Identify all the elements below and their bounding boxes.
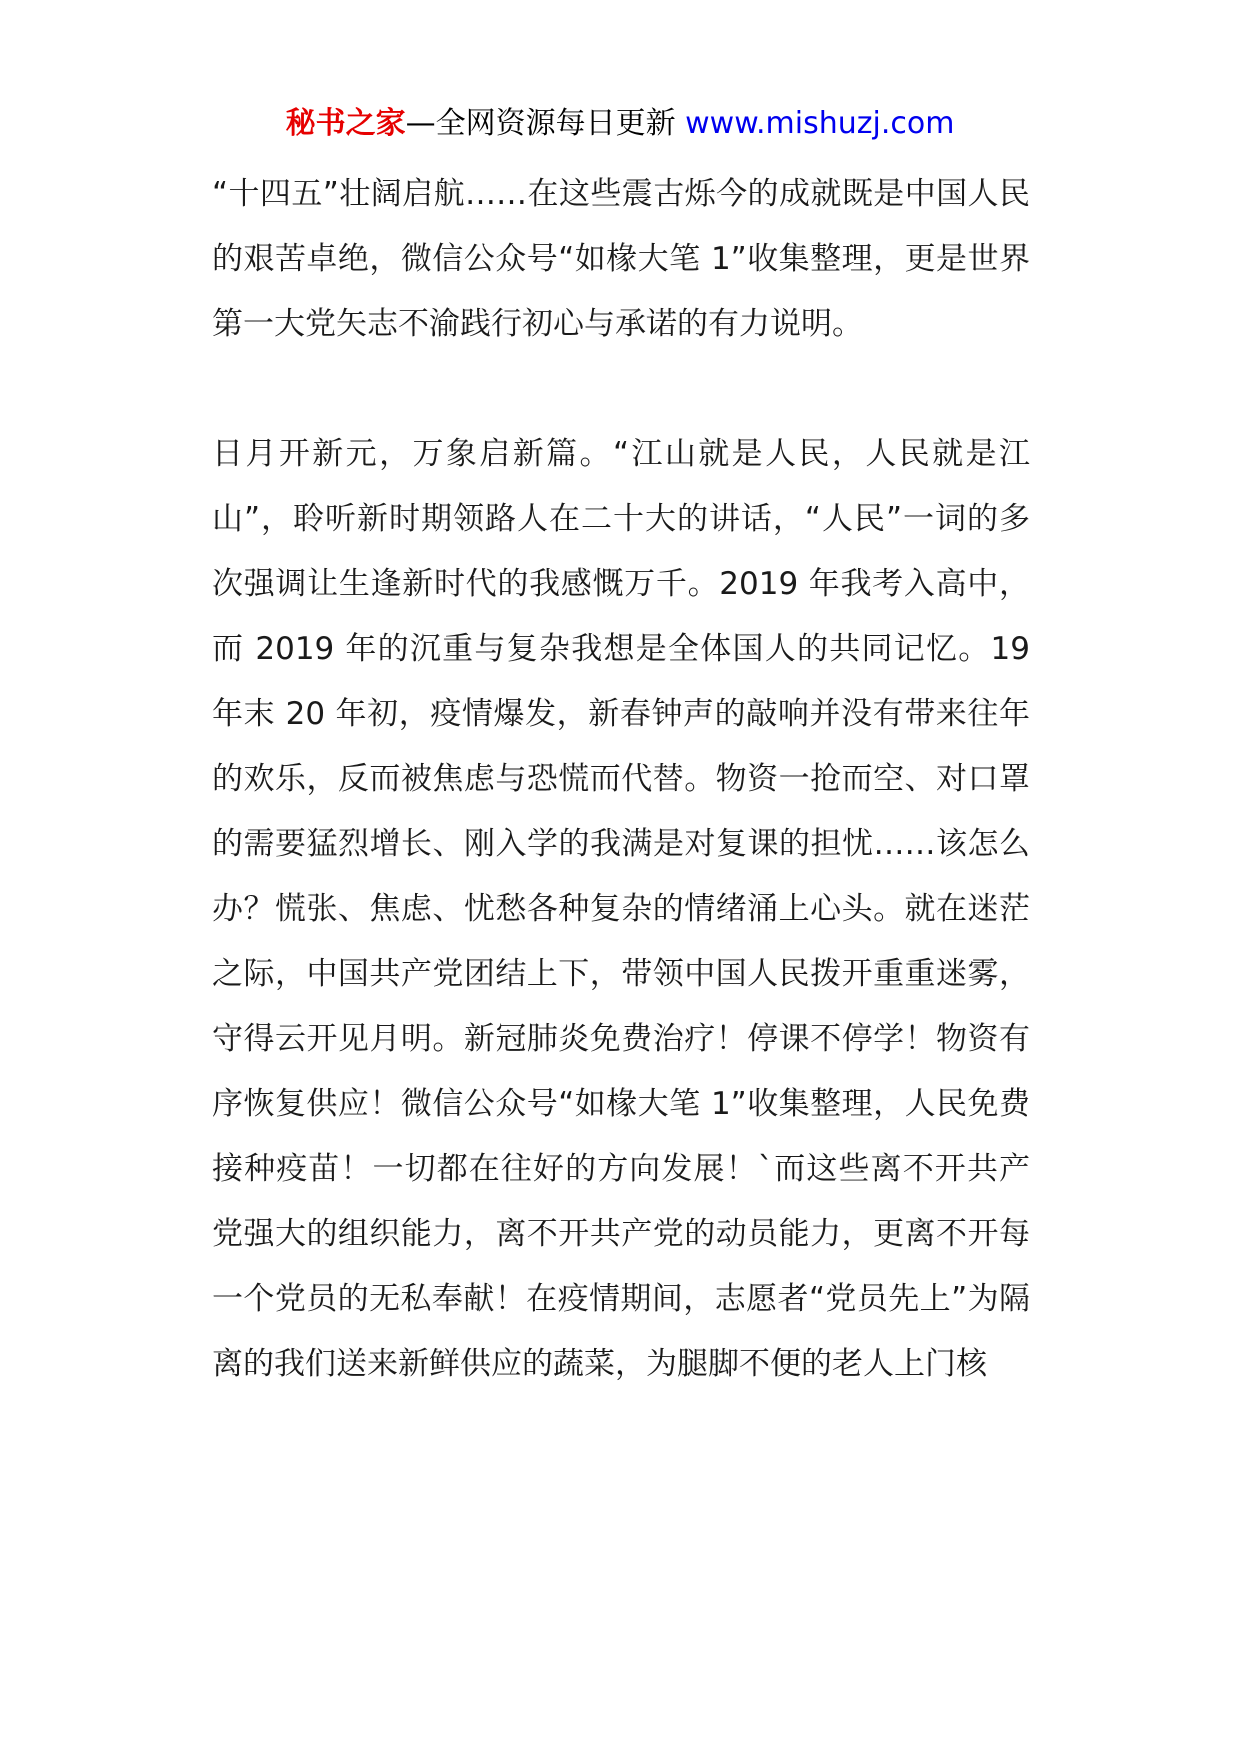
site-tagline: —全网资源每日更新 (405, 106, 686, 141)
document-body (212, 162, 1030, 1397)
paragraph-2: 日月开新元，万象启新篇。“江山就是人民，人民就是江山”，聆听新时期领路人在二十大的讲话，“人民”一词的多次强调让生逢新时代的我感慨万千。2019 年我考入高中，而 2019 年的沉重与复杂我想是全体国人的共同记忆。19 年末 20 年初，疫情爆发，新春钟声的敲响并没有带来往年的欢乐，反而被焦虑与恐慌而代替。物资一抢而空、对口罩的需要猛烈增长、刚入学的我满是对复课的担忧……该怎么办？慌张、焦虑、忧愁各种复杂的情绪涌上心头。就在迷茫之际，中国共产党团结上下，带领中国人民拨开重重迷雾，守得云开见月明。新冠肺炎免费治疗！停课不停学！物资有序恢复供应！微信公众号“如椽大笔 1”收集整理，人民免费接种疫苗！一切都在往好的方向发展！`而这些离不开共产党强大的组织能力，离不开共产党的动员能力，更离不开每一个党员的无私奉献！在疫情期间，志愿者“党员先上”为隔离的我们送来新鲜供应的蔬菜，为腿脚不便的老人上门核 (212, 436, 1030, 1382)
site-url-link[interactable]: www.mishuzj.com (685, 106, 955, 141)
site-brand: 秘书之家 (285, 106, 406, 141)
page-header (0, 100, 1240, 148)
paragraph-1: “十四五”壮阔启航……在这些震古烁今的成就既是中国人民的艰苦卓绝，微信公众号“如椽大笔 1”收集整理，更是世界第一大党矢志不渝践行初心与承诺的有力说明。 (212, 176, 1030, 342)
